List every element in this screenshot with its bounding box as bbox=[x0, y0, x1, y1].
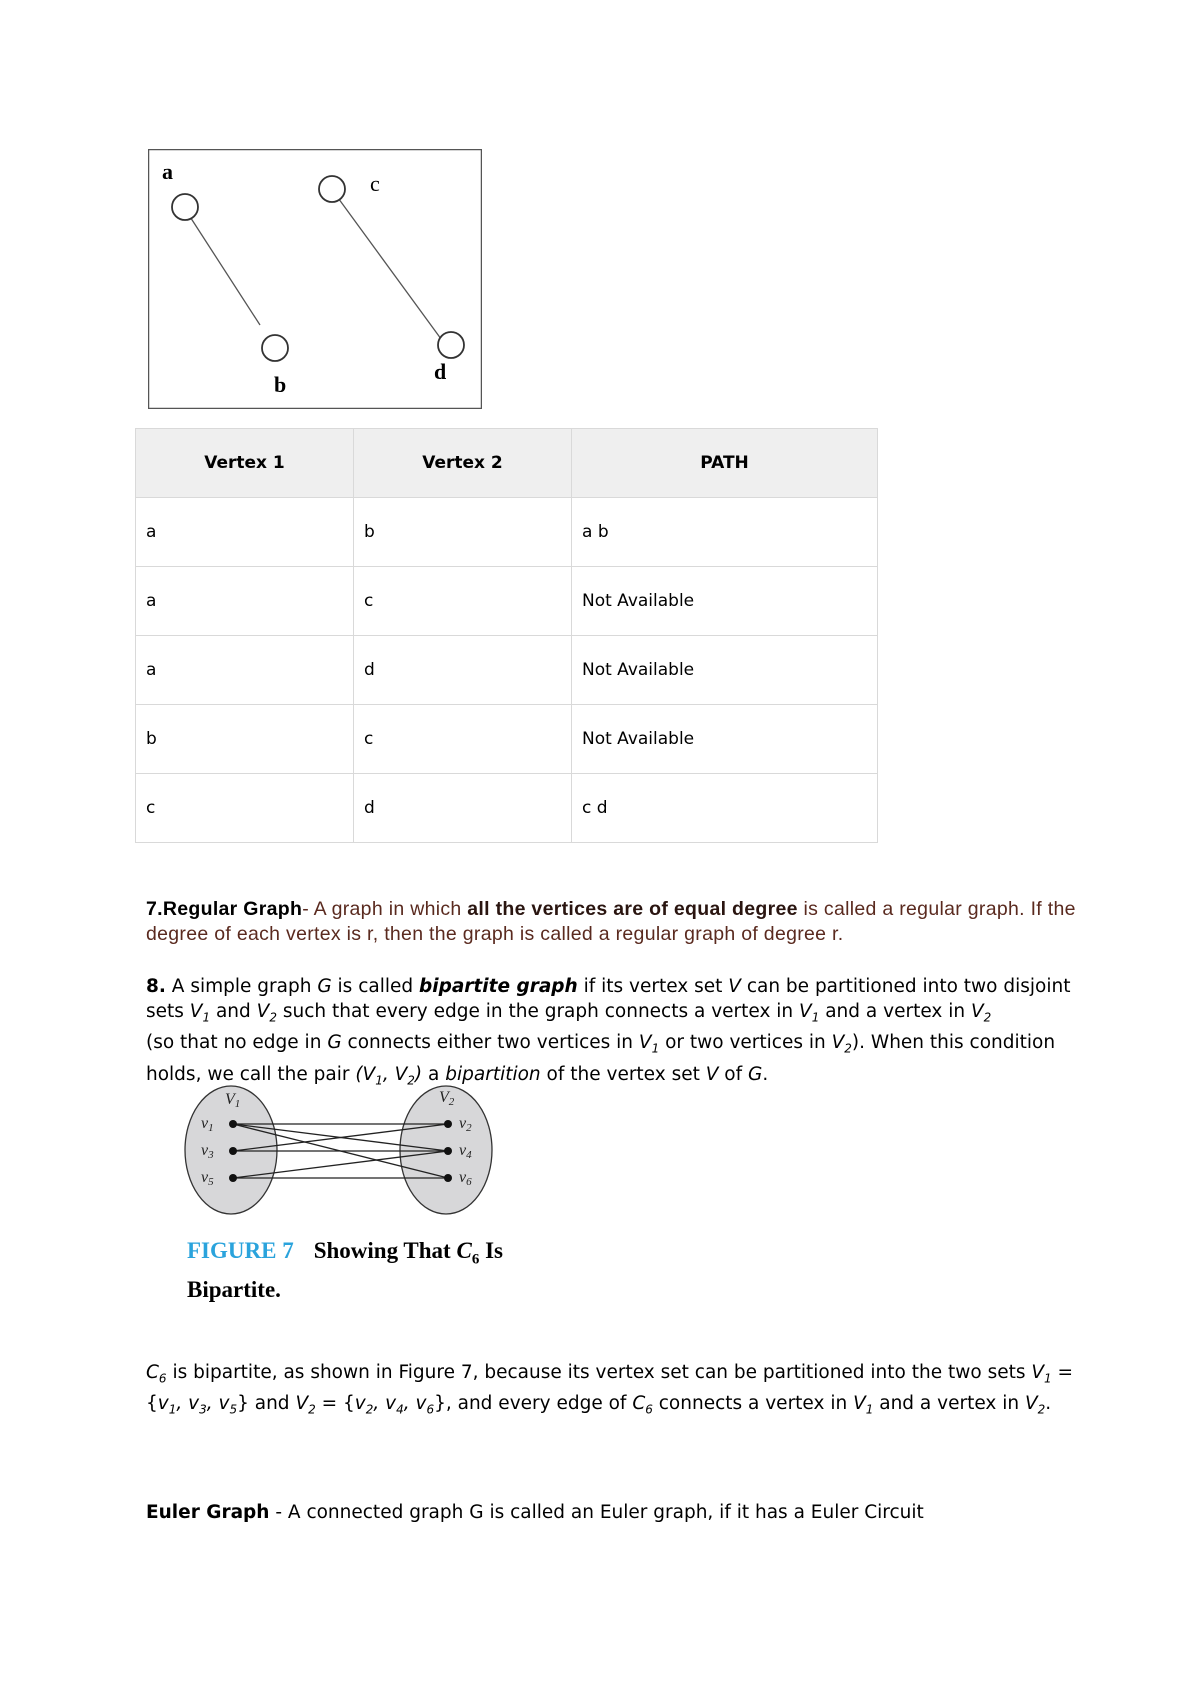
vertex-v4 bbox=[444, 1147, 452, 1155]
table-row bbox=[136, 567, 878, 636]
cell-vertex-2: c bbox=[354, 567, 572, 636]
item-number: 8. bbox=[146, 975, 166, 997]
header-path: PATH bbox=[572, 429, 878, 498]
label-set-v2: V2 bbox=[439, 1089, 455, 1108]
label-d: d bbox=[434, 359, 447, 384]
header-vertex-2: Vertex 2 bbox=[354, 429, 572, 498]
euler-graph-paragraph bbox=[146, 1500, 1086, 1525]
table-row bbox=[136, 705, 878, 774]
euler-heading: Euler Graph bbox=[146, 1501, 270, 1523]
cell-vertex-1: c bbox=[136, 774, 354, 843]
label-v3: v3 bbox=[201, 1142, 214, 1161]
graph-figure-disconnected bbox=[148, 149, 482, 409]
vertex-v2 bbox=[444, 1120, 452, 1128]
paragraph-text: is called a regular graph. If the degree of each vertex is r, then the graph is called a regular graph of degree r. bbox=[146, 897, 1076, 945]
vertex-v6 bbox=[444, 1174, 452, 1182]
cell-vertex-1: b bbox=[136, 705, 354, 774]
vertex-v1 bbox=[229, 1120, 237, 1128]
cell-path: Not Available bbox=[572, 567, 878, 636]
regular-graph-emphasis: all the vertices are of equal degree bbox=[467, 897, 798, 920]
bipartite-figure bbox=[183, 1080, 493, 1220]
table-row bbox=[136, 636, 878, 705]
vertex-c bbox=[319, 176, 345, 202]
cell-path: c d bbox=[572, 774, 878, 843]
cell-path: Not Available bbox=[572, 636, 878, 705]
vertex-v3 bbox=[229, 1147, 237, 1155]
label-set-v1: V1 bbox=[225, 1091, 241, 1110]
path-table bbox=[135, 428, 878, 843]
paragraph-text: - A graph in which bbox=[302, 897, 468, 920]
vertex-b bbox=[262, 335, 288, 361]
table-header-row bbox=[136, 429, 878, 498]
cell-path: Not Available bbox=[572, 705, 878, 774]
regular-graph-paragraph bbox=[146, 897, 1086, 947]
label-v6: v6 bbox=[459, 1169, 472, 1188]
cell-vertex-2: d bbox=[354, 636, 572, 705]
table-row bbox=[136, 774, 878, 843]
bipartite-term: bipartite graph bbox=[419, 975, 578, 997]
figure-caption-text: Showing That $C_6$ Is Bipartite. bbox=[187, 1238, 503, 1302]
vertex-a bbox=[172, 194, 198, 220]
vertex-v5 bbox=[229, 1174, 237, 1182]
cell-vertex-1: a bbox=[136, 636, 354, 705]
label-a: a bbox=[162, 159, 173, 184]
c6-paragraph: $C_6$ is bipartite, as shown in Figure 7, because its vertex set can be partitioned into the two sets $V_1 = \{v_1$, $v_3$, $v_5$} and $V_2 = \{v_2$, $v_4$, $v_6$}, and every edge of $C_6$ connects a vertex in $V_1$ and a vertex in $V_2$. bbox=[146, 1361, 1074, 1417]
figure-label: FIGURE 7 bbox=[187, 1238, 294, 1263]
regular-graph-heading: 7.Regular Graph bbox=[146, 897, 303, 920]
cell-vertex-2: d bbox=[354, 774, 572, 843]
euler-text: - A connected graph G is called an Euler graph, if it has a Euler Circuit bbox=[269, 1501, 924, 1523]
label-c: c bbox=[370, 171, 380, 196]
vertex-d bbox=[438, 332, 464, 358]
bipartite-paragraph: 8. A simple graph G is called bipartite graph if its vertex set V can be partitioned into two disjoint sets $V_1$ and $V_2$ such that every edge in the graph connects a vertex in $V_1$ and a vertex in $V_2$ (so that no edge in G connects either two vertices in $V_1$ or two vertices in $V_2$). When this condition holds, we call the pair ($V_1$, $V_2$) a bipartition of the vertex set V of G. bbox=[146, 975, 1071, 1088]
label-b: b bbox=[274, 372, 287, 397]
label-v2: v2 bbox=[459, 1115, 472, 1134]
label-v5: v5 bbox=[201, 1169, 214, 1188]
header-vertex-1: Vertex 1 bbox=[136, 429, 354, 498]
cell-vertex-2: b bbox=[354, 498, 572, 567]
figure-7-caption bbox=[187, 1236, 547, 1304]
label-v4: v4 bbox=[459, 1142, 472, 1161]
cell-vertex-1: a bbox=[136, 498, 354, 567]
label-v1: v1 bbox=[201, 1115, 214, 1134]
cell-vertex-2: c bbox=[354, 705, 572, 774]
cell-vertex-1: a bbox=[136, 567, 354, 636]
table-row bbox=[136, 498, 878, 567]
cell-path: a b bbox=[572, 498, 878, 567]
